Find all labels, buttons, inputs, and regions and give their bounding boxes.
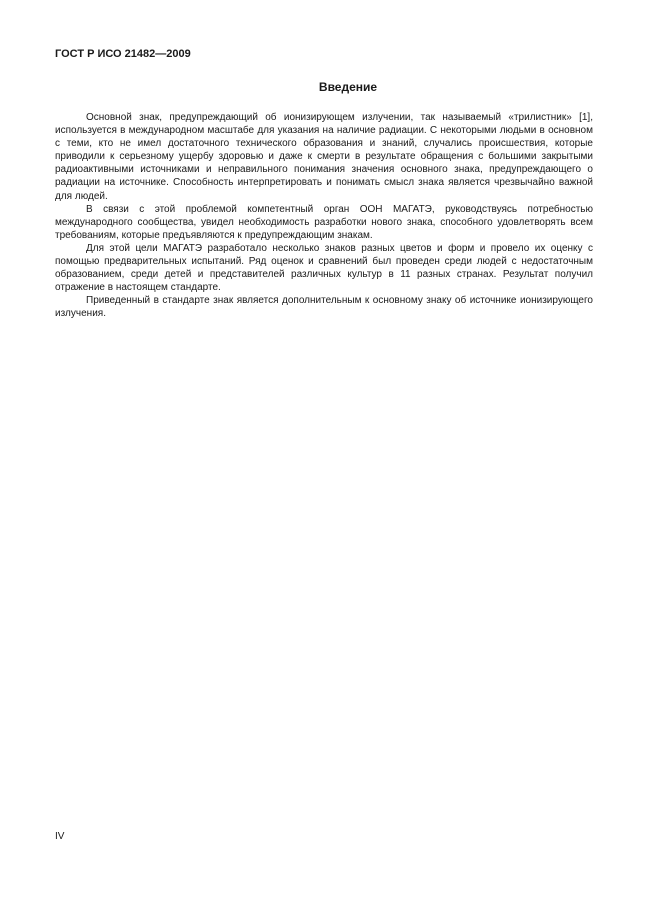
page-number: IV xyxy=(55,831,65,842)
paragraph-3: Для этой цели МАГАТЭ разработало несколько знаков разных цветов и форм и провело их оценку с помощью предварительных испытаний. Ряд оценок и сравнений был проведен среди людей с недостаточным образованием, среди детей и представителей различных культур в 11 разных странах. Результат получил отражение в настоящем стандарте. xyxy=(55,242,593,294)
section-title xyxy=(0,80,646,94)
section-title-text: Введение xyxy=(318,80,378,94)
standard-code-header: ГОСТ Р ИСО 21482—2009 xyxy=(55,48,191,60)
paragraph-4: Приведенный в стандарте знак является дополнительным к основному знаку об источнике ионизирующего излучения. xyxy=(55,295,593,320)
body-text xyxy=(55,111,593,321)
paragraph-2: В связи с этой проблемой компетентный орган ООН МАГАТЭ, руководствуясь потребностью международного сообщества, увидел необходимость разработки нового знака, способного удовлетворять всем требованиям, которые предъявляются к предупреждающим знакам. xyxy=(55,203,593,241)
paragraph-1: Основной знак, предупреждающий об ионизирующем излучении, так называемый «трилистник» [1], используется в международном масштабе для указания на наличие радиации. С некоторыми людьми в основном с теми, кто не имел достаточного технического образования и знаний, случались происшествия, которые приводили к серьезному ущербу здоровью и даже к смерти в результате обращения с большими закрытыми радиоактивными источниками и неправильного понимания значения основного знака, предупреждающего о радиации на источнике. Способность интерпретировать и понимать смысл знака является чрезвычайно важной для людей. xyxy=(55,112,593,202)
